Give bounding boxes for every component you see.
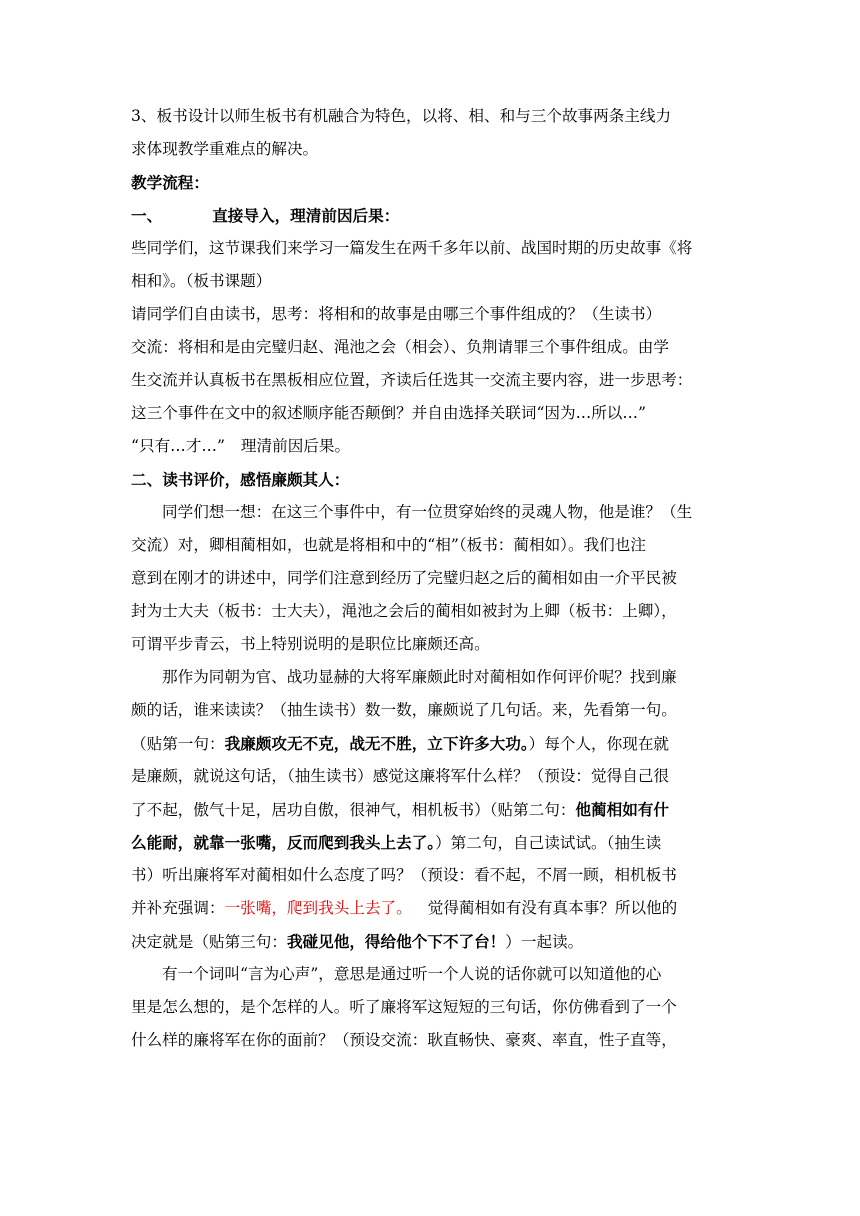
text-span: ）第二句，自己读试试。（抽生读 xyxy=(435,834,662,852)
quote-sentence-2-part2: 么能耐，就靠一张嘴，反而爬到我头上去了。 xyxy=(131,833,436,852)
text-span: 并补充强调： xyxy=(131,899,225,917)
paragraph-lianpo-line5 xyxy=(131,793,731,826)
paragraph-lianpo-line4: 是廉颇，就说这句话，（抽生读书）感觉这廉将军什么样？（预设：觉得自己很 xyxy=(131,767,669,785)
exchange-ending: 理清前因后果。 xyxy=(240,437,351,455)
quote-sentence-3: 我碰见他，得给他个下不了台！ xyxy=(286,932,506,951)
text-span: （贴第一句： xyxy=(131,735,225,753)
document-body xyxy=(131,100,731,1057)
text-span: ）每个人，你现在就 xyxy=(528,735,670,753)
text-span: ）一起读。 xyxy=(505,933,584,951)
paragraph-intro-line1: 些同学们，这节课我们来学习一篇发生在两千多年以前、战国时期的历史故事《将 xyxy=(131,239,693,257)
paragraph-exchange-line3: 这三个事件在文中的叙述顺序能否颠倒？并自由选择关联词“因为…所以…” xyxy=(131,404,646,422)
paragraph-intro-line2: 相和》。（板书课题） xyxy=(131,272,272,290)
paragraph-voice-line2: 里是怎么想的，是个怎样的人。听了廉将军这短短的三句话，你仿佛看到了一个 xyxy=(131,998,677,1016)
paragraph-character-line1: 同学们想一想：在这三个事件中，有一位贯穿始终的灵魂人物，他是谁？（生 xyxy=(162,503,693,521)
paragraph-exchange-line4 xyxy=(131,430,731,463)
paragraph-question: 请同学们自由读书，思考：将相和的故事是由哪三个事件组成的？（生读书） xyxy=(131,305,662,323)
paragraph-voice-line3: 什么样的廉将军在你的面前？（预设交流：耿直畅快、豪爽、率直，性子直等， xyxy=(131,1031,677,1049)
paragraph-design-line1: 3、板书设计以师生板书有机融合为特色，以将、相、和与三个故事两条主线力 xyxy=(131,107,672,125)
conjunction-text: “只有…才…” xyxy=(131,437,225,455)
paragraph-lianpo-line3 xyxy=(131,727,731,760)
quote-sentence-2-part1: 他蔺相如有什 xyxy=(575,800,669,819)
paragraph-exchange-line2: 生交流并认真板书在黑板相应位置，齐读后任选其一交流主要内容，进一步思考： xyxy=(131,371,693,389)
paragraph-design-line2: 求体现教学重难点的解决。 xyxy=(131,140,319,158)
paragraph-lianpo-line8 xyxy=(131,892,731,925)
paragraph-character-line4: 封为士大夫（板书：士大夫），渑池之会后的蔺相如被封为上卿（板书：上卿）， xyxy=(131,602,677,620)
paragraph-exchange-line1: 交流：将相和是由完璧归赵、渑池之会（相会）、负荆请罪三个事件组成。由学 xyxy=(131,338,669,356)
heading-section-1 xyxy=(131,199,731,232)
paragraph-voice-line1: 有一个词叫“言为心声”，意思是通过听一个人说的话你就可以知道他的心 xyxy=(162,965,662,983)
quote-sentence-1: 我廉颇攻无不克，战无不胜，立下许多大功。 xyxy=(224,734,529,753)
text-span: 了不起，傲气十足，居功自傲，很神气，相机板书）（贴第二句： xyxy=(131,801,576,819)
heading-teaching-process: 教学流程： xyxy=(131,173,209,192)
text-span: 觉得蔺相如有没有真本事？所以他的 xyxy=(427,899,678,917)
paragraph-lianpo-line7: 书）听出廉将军对蔺相如什么态度了吗？（预设：看不起，不屑一顾，相机板书 xyxy=(131,866,677,884)
paragraph-lianpo-line6 xyxy=(131,826,731,859)
paragraph-character-line2: 交流）对，卿相蔺相如，也就是将相和中的“相”（板书：蔺相如）。我们也注 xyxy=(131,536,646,554)
heading-section-2: 二、读书评价，感悟廉颇其人： xyxy=(131,470,350,489)
paragraph-character-line3: 意到在刚才的讲述中，同学们注意到经历了完璧归赵之后的蔺相如由一介平民被 xyxy=(131,569,677,587)
paragraph-lianpo-line1: 那作为同朝为官、战功显赫的大将军廉颇此时对蔺相如作何评价呢？找到廉 xyxy=(162,668,677,686)
text-span: 决定就是（贴第三句： xyxy=(131,933,287,951)
section-1-title: 直接导入，理清前因后果： xyxy=(212,206,400,225)
paragraph-lianpo-line9 xyxy=(131,925,731,958)
emphasis-red-text: 一张嘴，爬到我头上去了。 xyxy=(224,899,412,917)
paragraph-character-line5: 可谓平步青云，书上特别说明的是职位比廉颇还高。 xyxy=(131,635,490,653)
paragraph-lianpo-line2: 颇的话，谁来读读？（抽生读书）数一数，廉颇说了几句话。来，先看第一句。 xyxy=(131,701,677,719)
section-1-number: 一、 xyxy=(131,206,163,225)
